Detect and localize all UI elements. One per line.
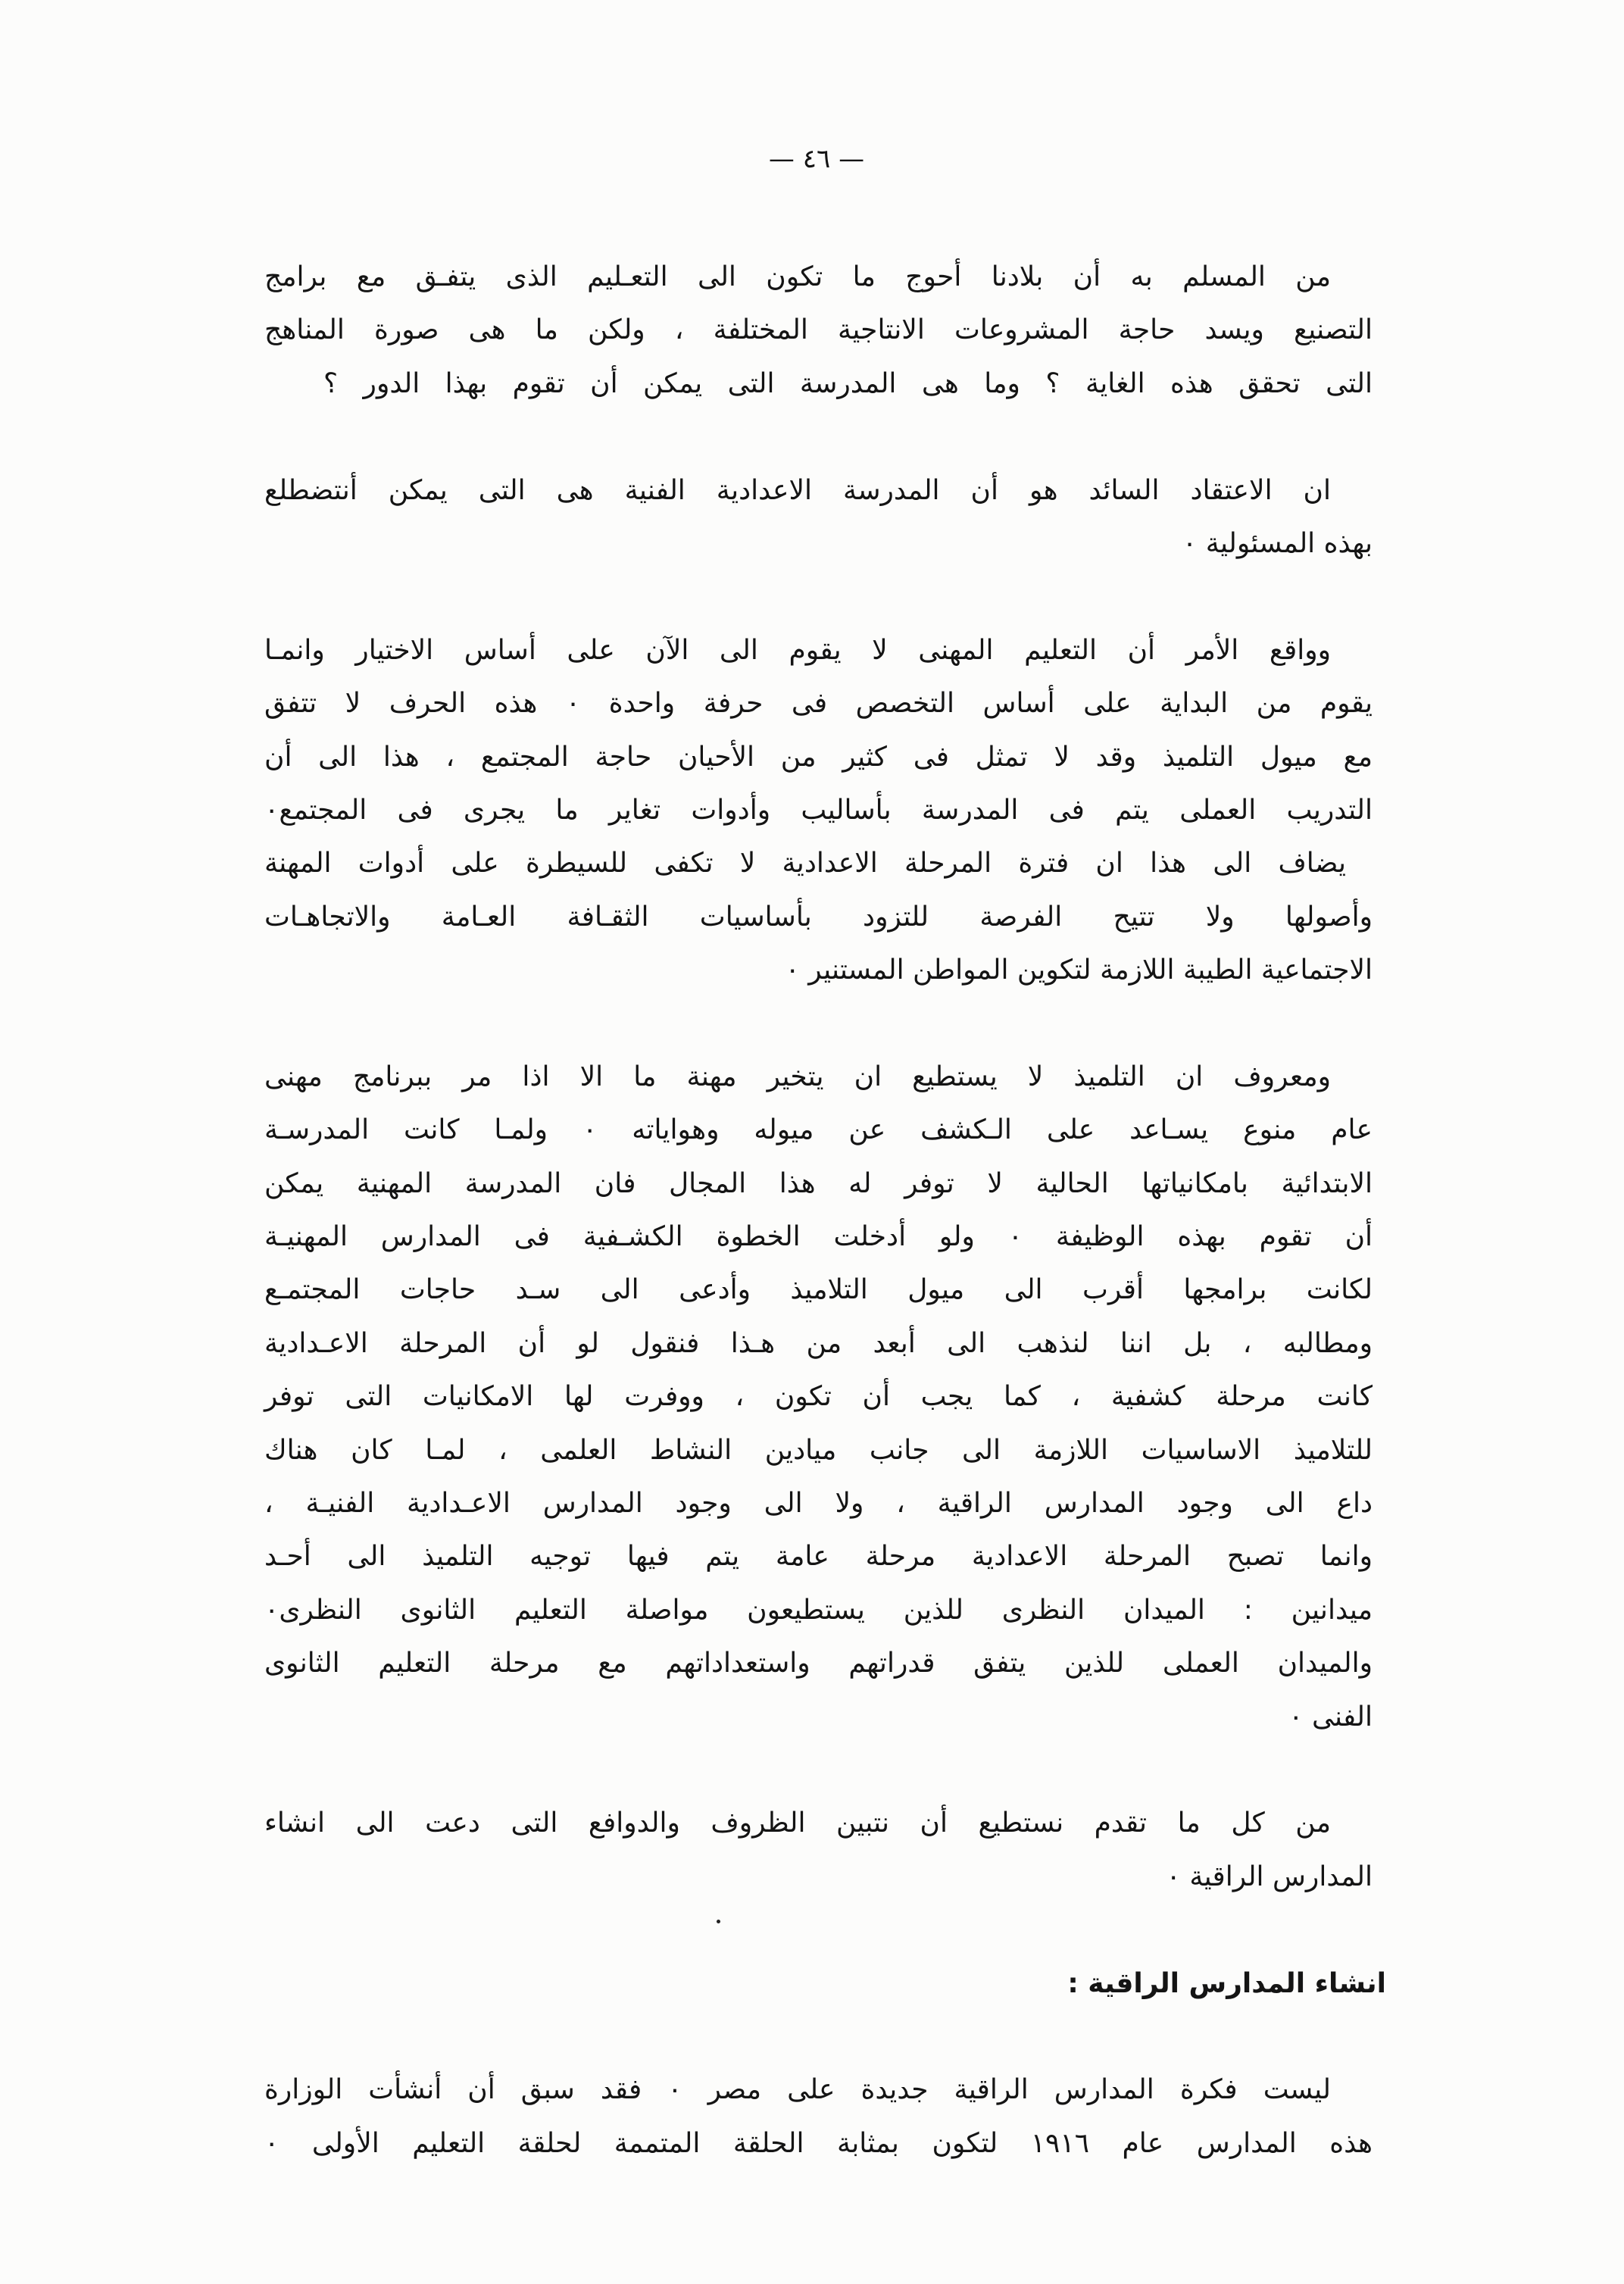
text-line: لكانت برامجها أقرب الى ميول التلاميذ وأدعى الى سـد حاجات المجتمـع	[264, 1274, 1373, 1306]
section-heading: انشاء المدارس الراقية :	[1067, 1967, 1386, 1999]
text-line: وواقع الأمر أن التعليم المهنى لا يقوم الى الآن على أساس الاختيار وانمـا	[264, 634, 1331, 666]
page-number: — ٤٦ —	[768, 144, 865, 174]
text-line: بهذه المسئولية ٠	[1182, 527, 1373, 559]
text-line: هذه المدارس عام ١٩١٦ لتكون بمثابة الحلقة المتممة لحلقة التعليم الأولى ٠	[264, 2127, 1373, 2159]
text-line: وانما تصبح المرحلة الاعدادية مرحلة عامة يتم فيها توجيه التلميذ الى أحـد	[264, 1541, 1373, 1573]
text-line: كانت مرحلة كشفية ، كما يجب أن تكون ، ووفرت لها الامكانيات التى توفر	[264, 1381, 1373, 1413]
scan-speck	[717, 1920, 720, 1923]
text-line: المدارس الراقية ٠	[1166, 1861, 1373, 1892]
text-line: يضاف الى هذا ان فترة المرحلة الاعدادية لا تكفى للسيطرة على أدوات المهنة	[264, 848, 1346, 880]
text-line: مع ميول التلميذ وقد لا تمثل فى كثير من الأحيان حاجة المجتمع ، هذا الى أن	[264, 741, 1373, 773]
text-line: من كل ما تقدم نستطيع أن نتبين الظروف والدوافع التى دعت الى انشاء	[264, 1808, 1331, 1839]
document-body	[264, 251, 1386, 2223]
text-line: ان الاعتقاد السائد هو أن المدرسة الاعدادية الفنية هى التى يمكن أنتضطلع	[264, 474, 1331, 506]
paragraph	[264, 624, 1373, 998]
text-line: يقوم من البداية على أساس التخصص فى حرفة واحدة ٠ هذه الحرف لا تتفق	[264, 688, 1373, 720]
paragraph	[264, 1051, 1373, 1744]
text-line: وأصولها ولا تتيح الفرصة للتزود بأساسيات الثقـافة العـامة والاتجاهـات	[264, 901, 1373, 933]
text-line: الفنى ٠	[1288, 1701, 1373, 1733]
text-line: ميدانين : الميدان النظرى للذين يستطيعون مواصلة التعليم الثانوى النظرى٠	[264, 1594, 1373, 1626]
text-line: التدريب العملى يتم فى المدرسة بأساليب وأدوات تغاير ما يجرى فى المجتمع٠	[264, 794, 1373, 826]
text-line: التى تحقق هذه الغاية ؟ وما هى المدرسة التى يمكن أن تقوم بهذا الدور ؟	[323, 367, 1373, 399]
text-line: والميدان العملى للذين يتفق قدراتهم واستعداداتهم مع مرحلة التعليم الثانوى	[264, 1648, 1373, 1679]
text-line: للتلاميذ الاساسيات اللازمة الى جانب ميادين النشاط العلمى ، لمـا كان هناك	[264, 1434, 1373, 1466]
text-line: ومعروف ان التلميذ لا يستطيع ان يتخير مهنة ما الا اذا مر ببرنامج مهنى	[264, 1061, 1331, 1092]
text-line: عام منوع يسـاعد على الـكشف عن ميوله وهواياته ٠ ولمـا كانت المدرسـة	[264, 1114, 1373, 1146]
paragraph	[264, 2064, 1373, 2170]
text-line: ومطالبه ، بل اننا لنذهب الى أبعد من هـذا فنقول لو أن المرحلة الاعـدادية	[264, 1327, 1373, 1359]
text-line: ليست فكرة المدارس الراقية جديدة على مصر ٠ فقد سبق أن أنشأت الوزارة	[264, 2074, 1331, 2106]
text-line: من المسلم به أن بلادنا أحوج ما تكون الى التعـليم الذى يتفـق مع برامج	[264, 261, 1331, 292]
paragraph	[264, 464, 1373, 571]
text-line: الابتدائية بامكانياتها الحالية لا توفر له هذا المجال فان المدرسة المهنية يمكن	[264, 1167, 1373, 1199]
paragraph	[264, 251, 1373, 411]
text-line: التصنيع ويسد حاجة المشروعات الانتاجية المختلفة ، ولكن ما هى صورة المناهج	[264, 314, 1373, 346]
text-line: داع الى وجود المدارس الراقية ، ولا الى وجود المدارس الاعـدادية الفنيـة ،	[264, 1487, 1373, 1519]
text-line: الاجتماعية الطيبة اللازمة لتكوين المواطن المستنير ٠	[785, 955, 1373, 986]
paragraph	[264, 1797, 1373, 1904]
text-line: أن تقوم بهذه الوظيفة ٠ ولو أدخلت الخطوة الكشـفية فى المدارس المهنيـة	[264, 1221, 1373, 1253]
